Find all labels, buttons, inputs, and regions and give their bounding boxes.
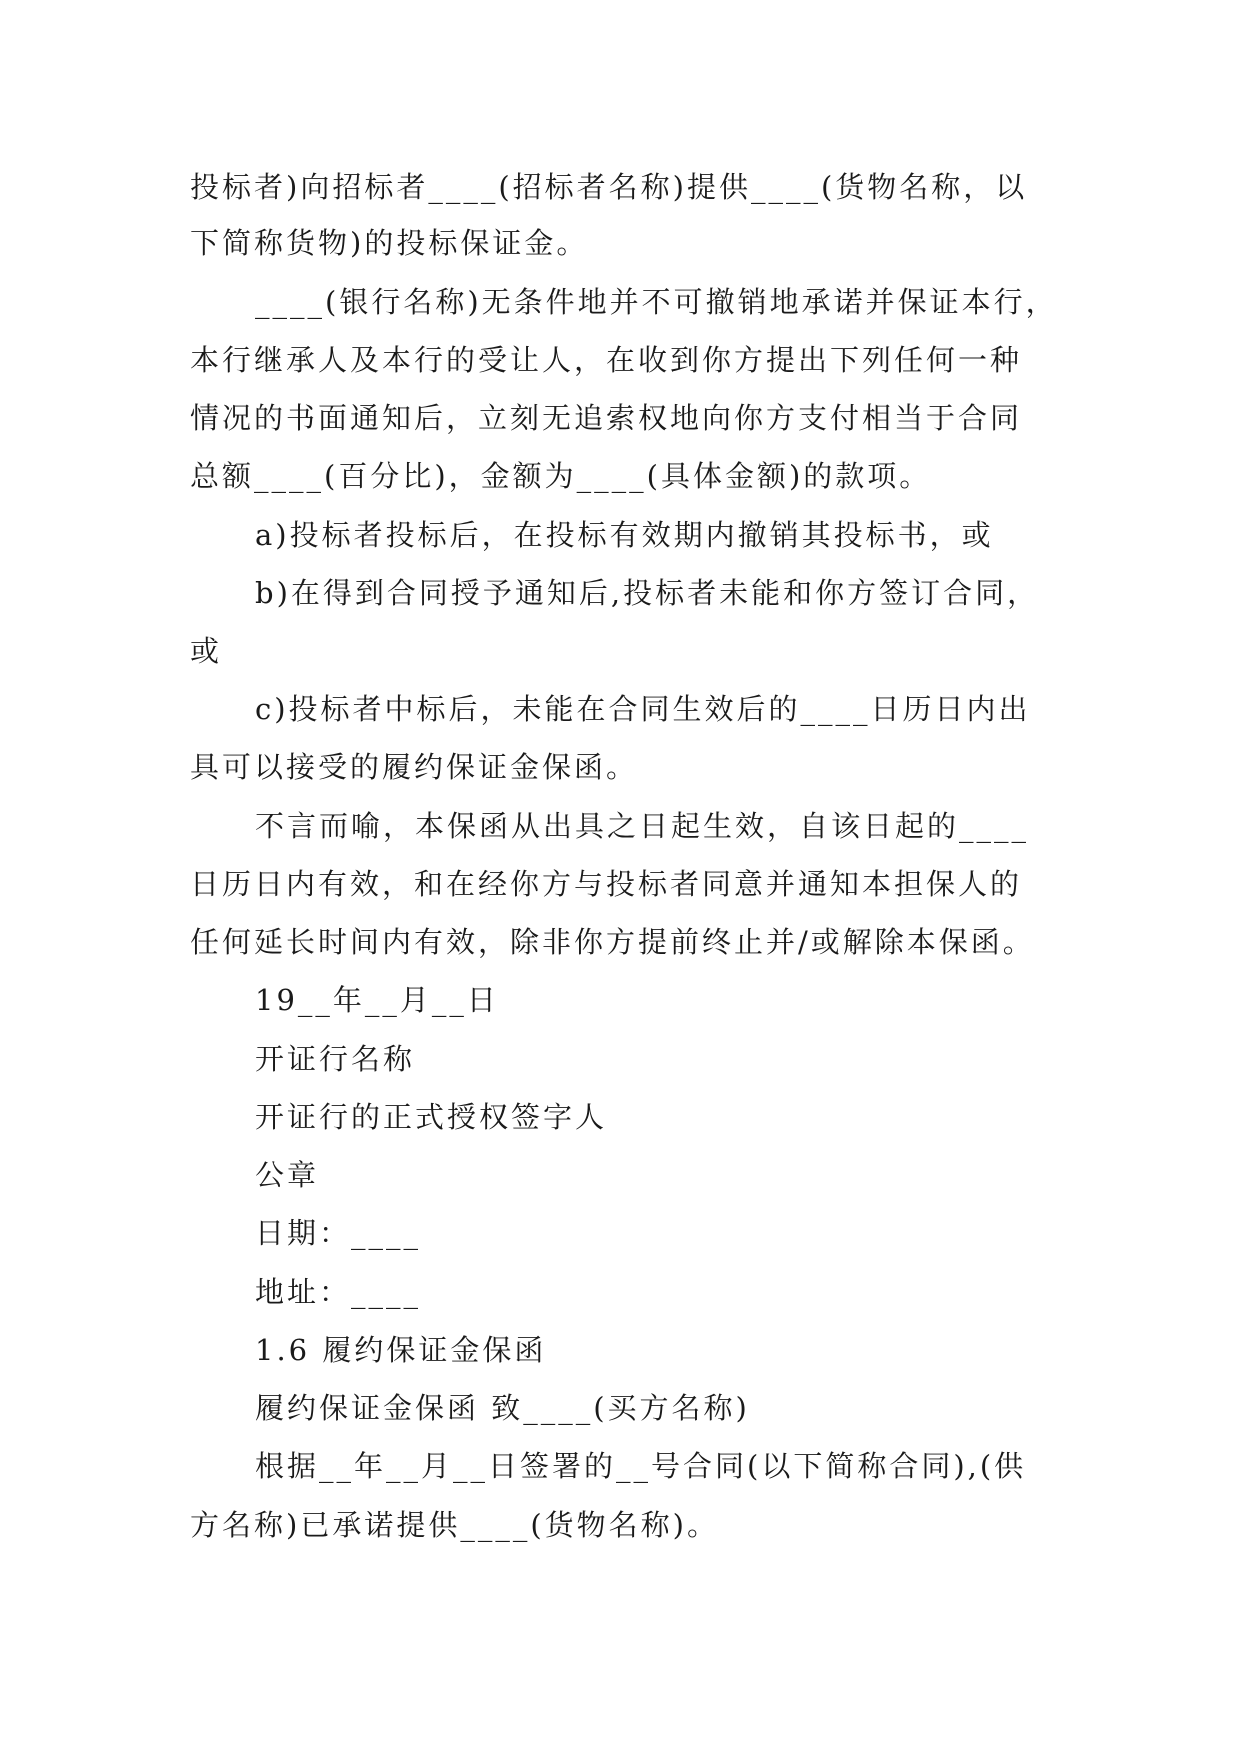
official-seal: 公章 [255,1158,320,1192]
text-line: 本行继承人及本行的受让人，在收到你方提出下列任何一种 [190,343,1023,377]
text-line: b)在得到合同授予通知后,投标者未能和你方签订合同， [255,576,1040,610]
text-line: 下简称货物)的投标保证金。 [190,226,589,260]
text-line: 总额____(百分比)，金额为____(具体金额)的款项。 [190,459,932,493]
address-field: 地址：____ [255,1275,422,1309]
text-line: 不言而喻，本保函从出具之日起生效，自该日起的____ [255,809,1030,843]
text-line: 根据__年__月__日签署的__号合同(以下简称合同),(供 [255,1449,1027,1483]
text-line: 情况的书面通知后，立刻无追索权地向你方支付相当于合同 [190,401,1023,435]
text-line: 任何延长时间内有效，除非你方提前终止并/或解除本保函。 [190,925,1035,959]
date-field: 日期：____ [255,1216,422,1250]
text-line: 日历日内有效，和在经你方与投标者同意并通知本担保人的 [190,867,1023,901]
text-line: c)投标者中标后，未能在合同生效后的____日历日内出 [255,692,1031,726]
text-line: a)投标者投标后，在投标有效期内撤销其投标书，或 [255,518,994,552]
issuing-bank-name: 开证行名称 [255,1042,416,1076]
text-line: 履约保证金保函 致____(买方名称) [255,1391,750,1425]
section-heading: 1.6 履约保证金保函 [255,1333,547,1367]
text-line: 方名称)已承诺提供____(货物名称)。 [190,1508,719,1542]
text-line: 具可以接受的履约保证金保函。 [190,750,639,784]
authorized-signatory: 开证行的正式授权签字人 [255,1100,608,1134]
text-line: 或 [190,634,223,668]
text-line: ____(银行名称)无条件地并不可撤销地承诺并保证本行， [255,285,1058,319]
date-line: 19__年__月__日 [255,983,499,1017]
text-line: 投标者)向招标者____(招标者名称)提供____(货物名称，以 [190,170,1028,204]
